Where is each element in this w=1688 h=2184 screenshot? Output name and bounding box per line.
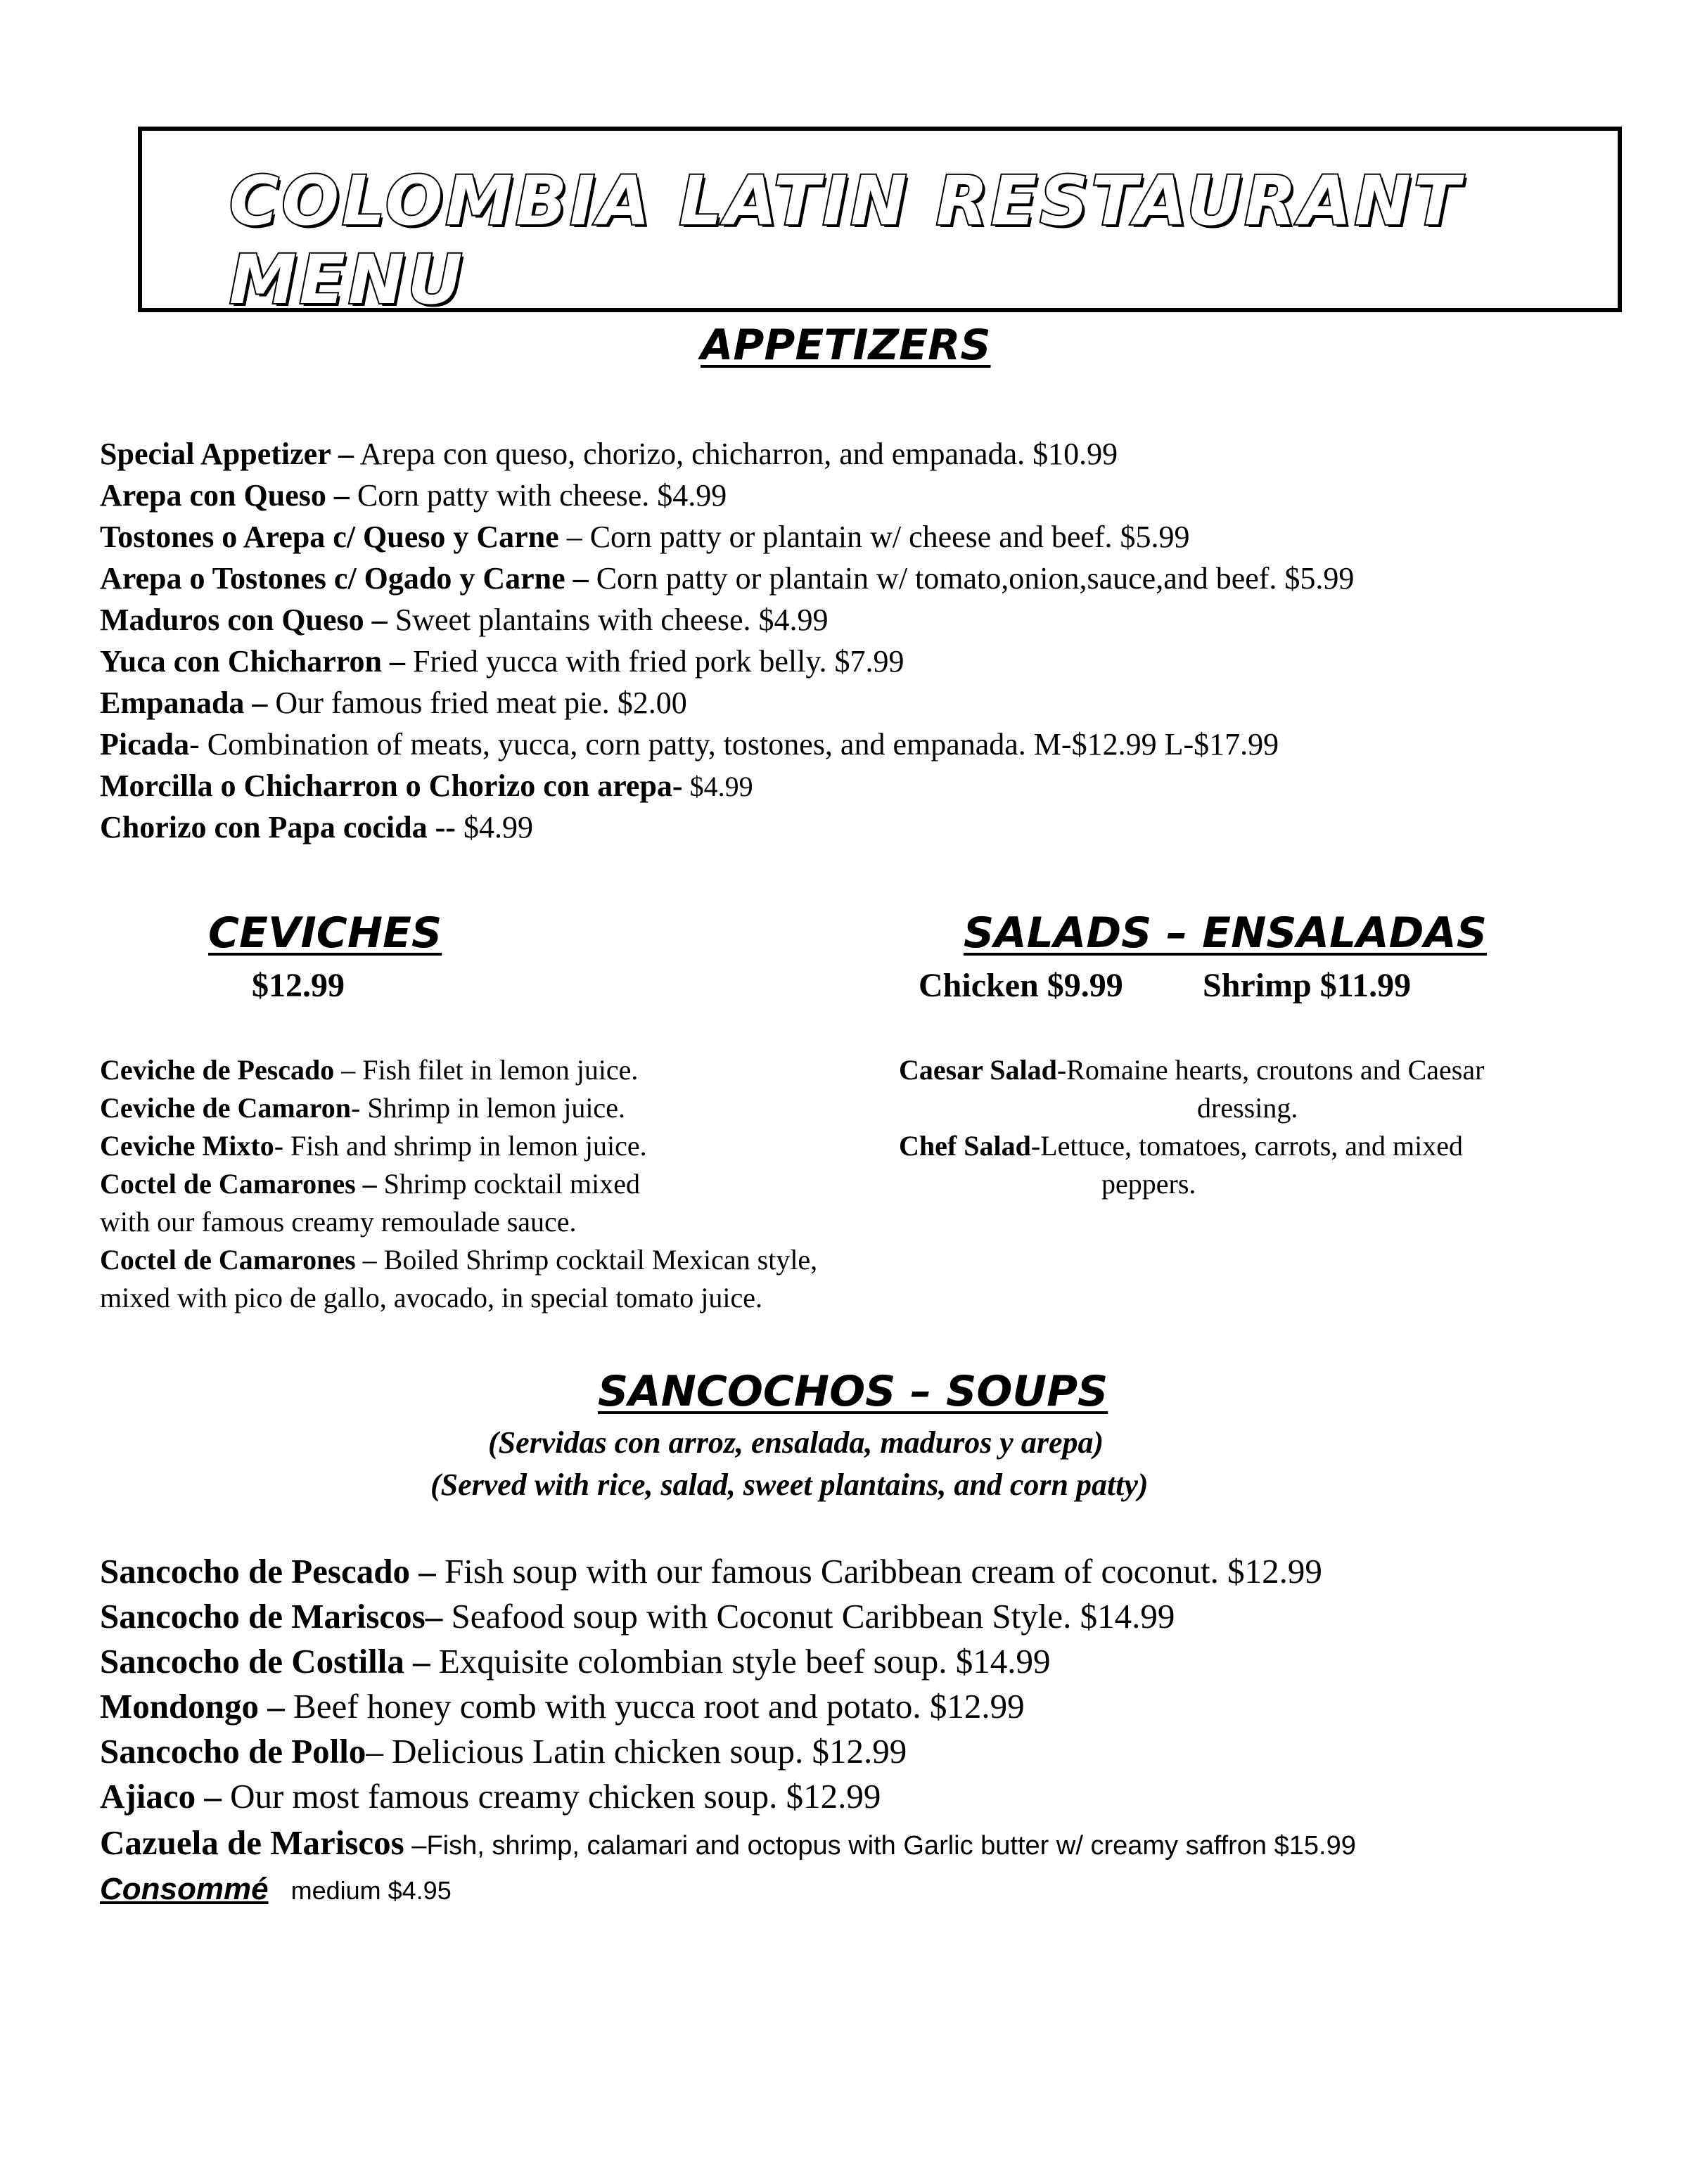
soups-note-spanish: (Servidas con arroz, ensalada, maduros y arepa) xyxy=(488,1425,1104,1460)
soup-item-consomme: Consommé medium $4.95 xyxy=(100,1872,452,1906)
ceviche-item: Coctel de Camarones – Shrimp cocktail mixed xyxy=(100,1168,641,1200)
appetizer-item: Tostones o Arepa c/ Queso y Carne – Corn patty or plantain w/ cheese and beef. $5.99 xyxy=(100,520,1190,554)
ceviche-item: Ceviche de Pescado – Fish filet in lemon juice. xyxy=(100,1054,639,1086)
appetizers-heading: APPETIZERS xyxy=(701,321,991,370)
appetizer-item: Arepa con Queso – Corn patty with cheese. $4.99 xyxy=(100,478,727,513)
salad-item-chef-cont: peppers. xyxy=(1101,1168,1196,1200)
ceviches-price: $12.99 xyxy=(252,967,345,1004)
soup-item-cazuela: Cazuela de Mariscos –Fish, shrimp, calamari and octopus with Garlic butter w/ creamy saffron $15.99 xyxy=(100,1823,1356,1862)
salad-item-caesar: Caesar Salad-Romaine hearts, croutons and Caesar xyxy=(899,1054,1485,1086)
ceviches-heading: CEVICHES xyxy=(208,908,442,958)
soup-item: Ajiaco – Our most famous creamy chicken soup. $12.99 xyxy=(100,1777,881,1816)
soups-note-english: (Served with rice, salad, sweet plantains, and corn patty) xyxy=(430,1467,1149,1502)
appetizer-item: Chorizo con Papa cocida -- $4.99 xyxy=(100,810,533,844)
ceviche-item: Ceviche de Camaron- Shrimp in lemon juice. xyxy=(100,1092,625,1124)
ceviche-item: Coctel de Camarones – Boiled Shrimp cocktail Mexican style, xyxy=(100,1244,818,1276)
soup-item: Sancocho de Mariscos– Seafood soup with Coconut Caribbean Style. $14.99 xyxy=(100,1597,1175,1636)
menu-title: COLOMBIA LATIN RESTAURANT MENU xyxy=(229,162,1463,319)
soup-item: Sancocho de Costilla – Exquisite colombian style beef soup. $14.99 xyxy=(100,1642,1051,1681)
salad-price-chicken: Chicken $9.99 xyxy=(919,967,1123,1004)
salads-heading: SALADS – ENSALADAS xyxy=(964,908,1488,958)
ceviche-item-cont: mixed with pico de gallo, avocado, in special tomato juice. xyxy=(100,1282,762,1313)
appetizer-item: Empanada – Our famous fried meat pie. $2.00 xyxy=(100,686,687,720)
appetizer-item: Arepa o Tostones c/ Ogado y Carne – Corn patty or plantain w/ tomato,onion,sauce,and beef. $5.99 xyxy=(100,561,1355,596)
ceviche-item: Ceviche Mixto- Fish and shrimp in lemon juice. xyxy=(100,1130,647,1162)
soup-item: Sancocho de Pescado – Fish soup with our famous Caribbean cream of coconut. $12.99 xyxy=(100,1552,1322,1591)
soup-item: Mondongo – Beef honey comb with yucca root and potato. $12.99 xyxy=(100,1687,1025,1726)
salad-item-chef: Chef Salad-Lettuce, tomatoes, carrots, and mixed xyxy=(899,1130,1464,1162)
ceviche-item-cont: with our famous creamy remoulade sauce. xyxy=(100,1206,577,1238)
salad-item-caesar-cont: dressing. xyxy=(1197,1092,1298,1124)
appetizer-item: Special Appetizer – Arepa con queso, chorizo, chicharron, and empanada. $10.99 xyxy=(100,437,1118,471)
appetizer-item: Morcilla o Chicharron o Chorizo con arepa- $4.99 xyxy=(100,769,753,803)
title-box xyxy=(138,127,1622,319)
appetizer-item: Picada- Combination of meats, yucca, corn patty, tostones, and empanada. M-$12.99 L-$17.99 xyxy=(100,727,1279,762)
soups-heading: SANCOCHOS – SOUPS xyxy=(598,1367,1108,1416)
appetizer-item: Yuca con Chicharron – Fried yucca with fried pork belly. $7.99 xyxy=(100,644,904,679)
soup-item: Sancocho de Pollo– Delicious Latin chicken soup. $12.99 xyxy=(100,1732,907,1771)
salad-price-shrimp: Shrimp $11.99 xyxy=(1203,967,1412,1004)
appetizer-item: Maduros con Queso – Sweet plantains with cheese. $4.99 xyxy=(100,603,829,637)
